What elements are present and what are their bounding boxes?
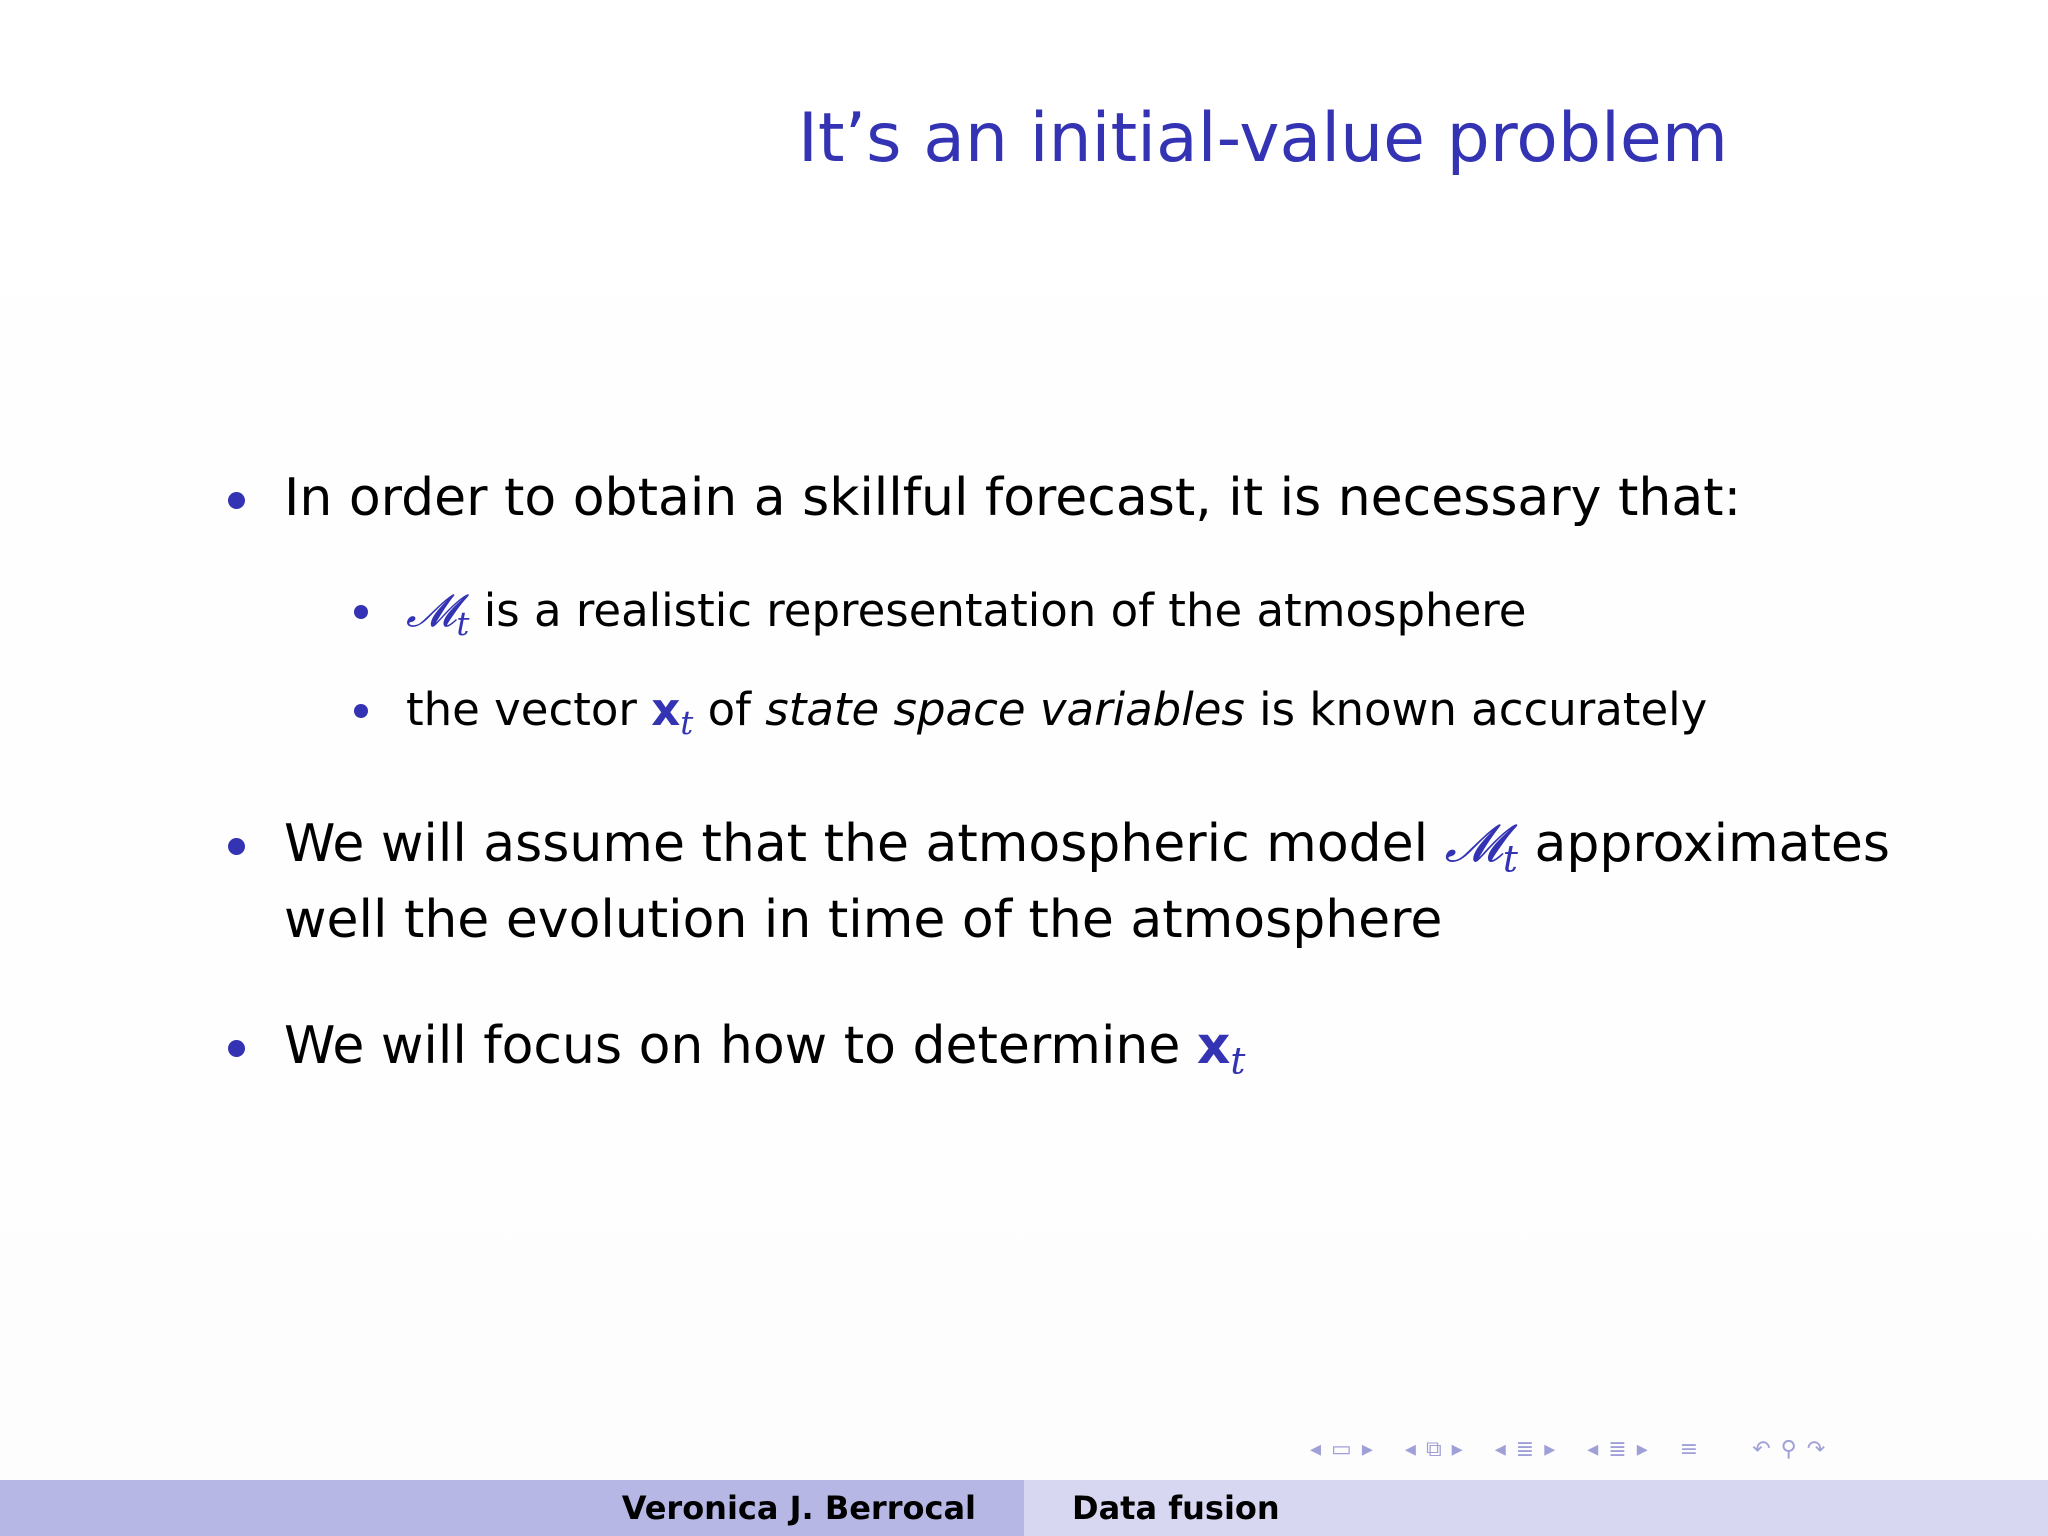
math-subscript: t: [456, 605, 470, 644]
search-icon[interactable]: ⚲: [1780, 1437, 1797, 1462]
math-symbol: 𝓜: [1444, 814, 1503, 874]
frame-icon[interactable]: ▭: [1331, 1437, 1352, 1462]
arrow-right-icon[interactable]: ▸: [1544, 1437, 1556, 1462]
bullet-marker: [228, 492, 245, 509]
document-nav: [1587, 1439, 1648, 1461]
frame-nav: [1310, 1439, 1373, 1461]
arrow-left-icon[interactable]: ◂: [1404, 1437, 1416, 1462]
math-subscript: t: [1502, 836, 1518, 881]
subsection-nav: [1405, 1439, 1463, 1461]
sub-bullet-marker: [354, 704, 368, 718]
navigation-bar: [1310, 1432, 2040, 1468]
math-vector: x: [1196, 1016, 1231, 1076]
math-vector: x: [651, 683, 681, 736]
footer-author: Veronica J. Berrocal: [0, 1480, 1024, 1536]
subsection-icon[interactable]: ⧉: [1425, 1437, 1442, 1462]
sub-bullet-text: [406, 683, 1708, 743]
section-icon[interactable]: ≣: [1515, 1437, 1535, 1462]
arrow-left-icon[interactable]: ◂: [1494, 1437, 1506, 1462]
arrow-right-icon[interactable]: ▸: [1451, 1437, 1463, 1462]
bullet-text: [284, 1016, 1246, 1083]
bullet-text: In order to obtain a skillful forecast, it is necessary that:: [284, 468, 1742, 528]
math-symbol: 𝓜: [406, 584, 457, 637]
search-nav: [1752, 1439, 1825, 1461]
text-run: We will assume that the atmospheric model: [284, 814, 1445, 874]
text-run: of: [693, 683, 766, 736]
text-run: We will focus on how to determine: [284, 1016, 1197, 1076]
bullet-marker: [228, 1040, 245, 1057]
section-nav: [1495, 1439, 1556, 1461]
text-run: the vector: [406, 683, 652, 736]
undo-icon[interactable]: ↶: [1752, 1437, 1771, 1462]
text-run: approximates: [1517, 814, 1891, 874]
emphasis-text: state space variables: [765, 683, 1245, 736]
bullet-text-continuation: well the evolution in time of the atmosphere: [284, 890, 1443, 950]
bullet-marker: [228, 838, 245, 855]
arrow-left-icon[interactable]: ◂: [1310, 1437, 1322, 1462]
footer: [0, 1480, 2048, 1536]
text-run: is known accurately: [1244, 683, 1708, 736]
arrow-left-icon[interactable]: ◂: [1587, 1437, 1599, 1462]
math-subscript: t: [680, 704, 694, 743]
math-subscript: t: [1230, 1038, 1246, 1083]
sub-bullet-text: [406, 584, 1527, 644]
slide-title: It’s an initial-value problem: [797, 99, 1728, 178]
bullet-text: [284, 814, 1891, 881]
arrow-right-icon[interactable]: ▸: [1636, 1437, 1648, 1462]
text-run: is a realistic representation of the atmosphere: [469, 584, 1527, 637]
footer-title: Data fusion: [1024, 1480, 2048, 1536]
align-icon[interactable]: ≡: [1679, 1437, 1699, 1462]
redo-icon[interactable]: ↷: [1806, 1437, 1826, 1462]
sub-bullet-marker: [354, 605, 368, 619]
arrow-right-icon[interactable]: ▸: [1361, 1437, 1373, 1462]
document-icon[interactable]: ≣: [1608, 1437, 1627, 1462]
